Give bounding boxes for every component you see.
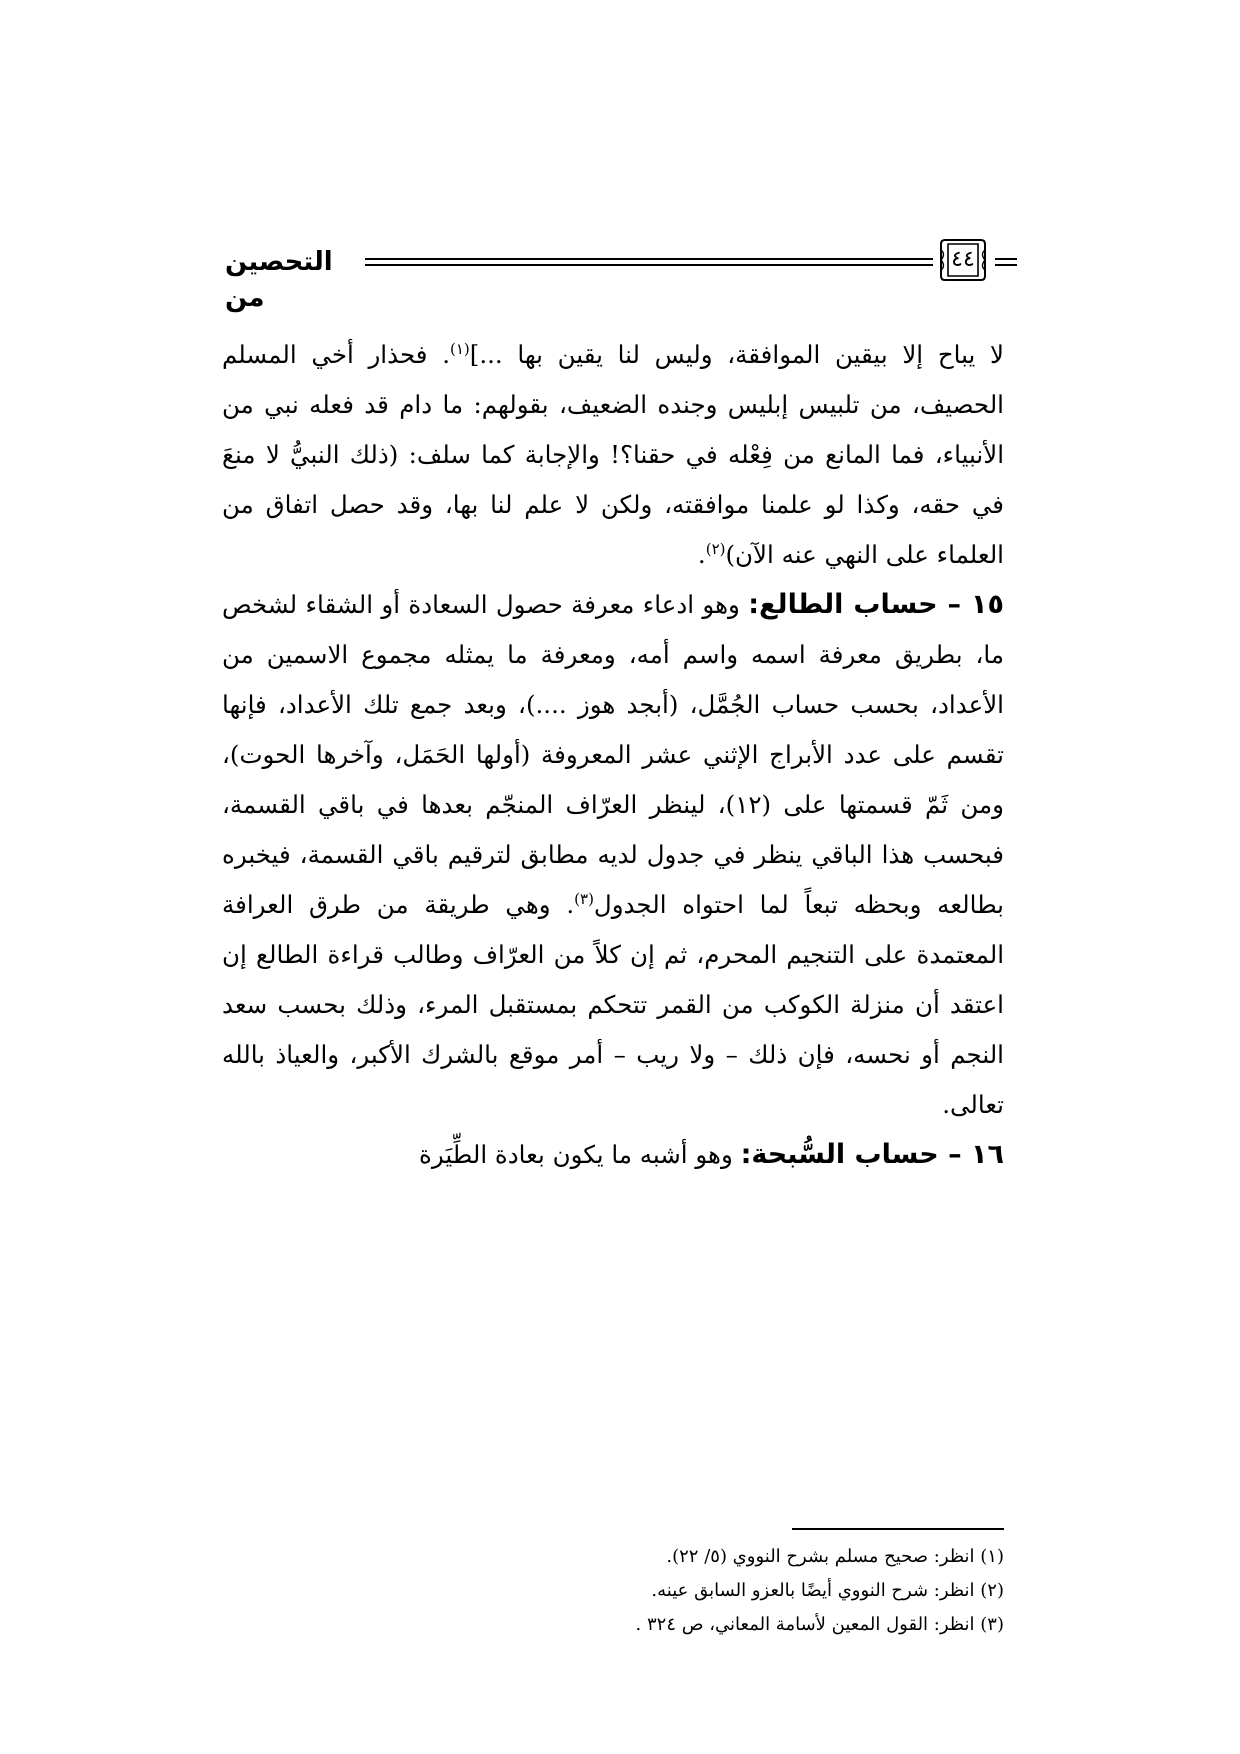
- page-number-frame: [937, 236, 989, 284]
- header-double-rule-right: [995, 258, 1017, 266]
- footnotes: [404, 1540, 1004, 1642]
- paragraph-text: . فحذار أخي المسلم الحصيف، من تلبيس إبليس وجنده الضعيف، بقولهم: ما دام قد فعله نبي من الأنبياء، فما المانع من فِعْله في حقنا؟! والإجابة كما سلف: (ذلك النبيُّ لا منعَ في حقه، وكذا لو علمنا موافقته، ولكن لا علم لنا بها، وقد حصل اتفاق من العلماء على النهي عنه الآن): [222, 340, 1004, 569]
- footnote: (٣) انظر: القول المعين لأسامة المعاني، ص ٣٢٤ .: [635, 1614, 1004, 1635]
- footnote-separator: [792, 1528, 1004, 1530]
- page-body: [222, 330, 1004, 1180]
- footnote-marker: (٣): [574, 889, 594, 908]
- header-double-rule: [365, 258, 933, 266]
- paragraph-continuation: [222, 330, 1004, 580]
- footnote-marker: (٢): [705, 539, 726, 558]
- section-16: [222, 1130, 1004, 1180]
- section-heading: ١٥ – حساب الطالع:: [748, 589, 1004, 620]
- page-header: [225, 232, 1003, 313]
- section-heading: ١٦ – حساب السُّبحة:: [740, 1139, 1004, 1170]
- section-text: . وهي طريقة من طرق العرافة المعتمدة على التنجيم المحرم، ثم إن كلاً من العرّاف وطالب قراءة الطالع إن اعتقد أن منزلة الكوكب من القمر تتحكم بمستقبل المرء، وذلك بحسب سعد النجم أو نحسه، فإن ذلك – ولا ريب – أمر موقع بالشرك الأكبر، والعياذ بالله تعالى.: [222, 890, 1004, 1119]
- running-title: التحصين من: [225, 247, 333, 313]
- section-15: [222, 580, 1004, 1130]
- footnote-marker: (١): [449, 339, 470, 358]
- section-text: وهو ادعاء معرفة حصول السعادة أو الشقاء لشخص ما، بطريق معرفة اسمه واسم أمه، ومعرفة ما يمثله مجموع الاسمين من الأعداد، بحسب حساب الجُمَّل، (أبجد هوز ....)، وبعد جمع تلك الأعداد، فإنها تقسم على عدد الأبراج الإثني عشر المعروفة (أولها الحَمَل، وآخرها الحوت)، ومن ثَمّ قسمتها على (١٢)، لينظر العرّاف المنجّم بعدها في باقي القسمة، فبحسب هذا الباقي ينظر في جدول لديه مطابق لترقيم باقي القسمة، فيخبره بطالعه وبحظه تبعاً لما احتواه الجدول: [222, 590, 1004, 919]
- page-number: ٤٤: [951, 247, 975, 272]
- paragraph-text: لا يباح إلا بيقين الموافقة، وليس لنا يقين بها ...]: [469, 340, 1004, 369]
- footnote: (٢) انظر: شرح النووي أيضًا بالعزو السابق عينه.: [651, 1580, 1004, 1601]
- section-text: وهو أشبه ما يكون بعادة الطِّيَرة: [419, 1140, 741, 1169]
- paragraph-end: .: [697, 540, 706, 569]
- footnote: (١) انظر: صحيح مسلم بشرح النووي (٥/ ٢٢).: [666, 1546, 1004, 1567]
